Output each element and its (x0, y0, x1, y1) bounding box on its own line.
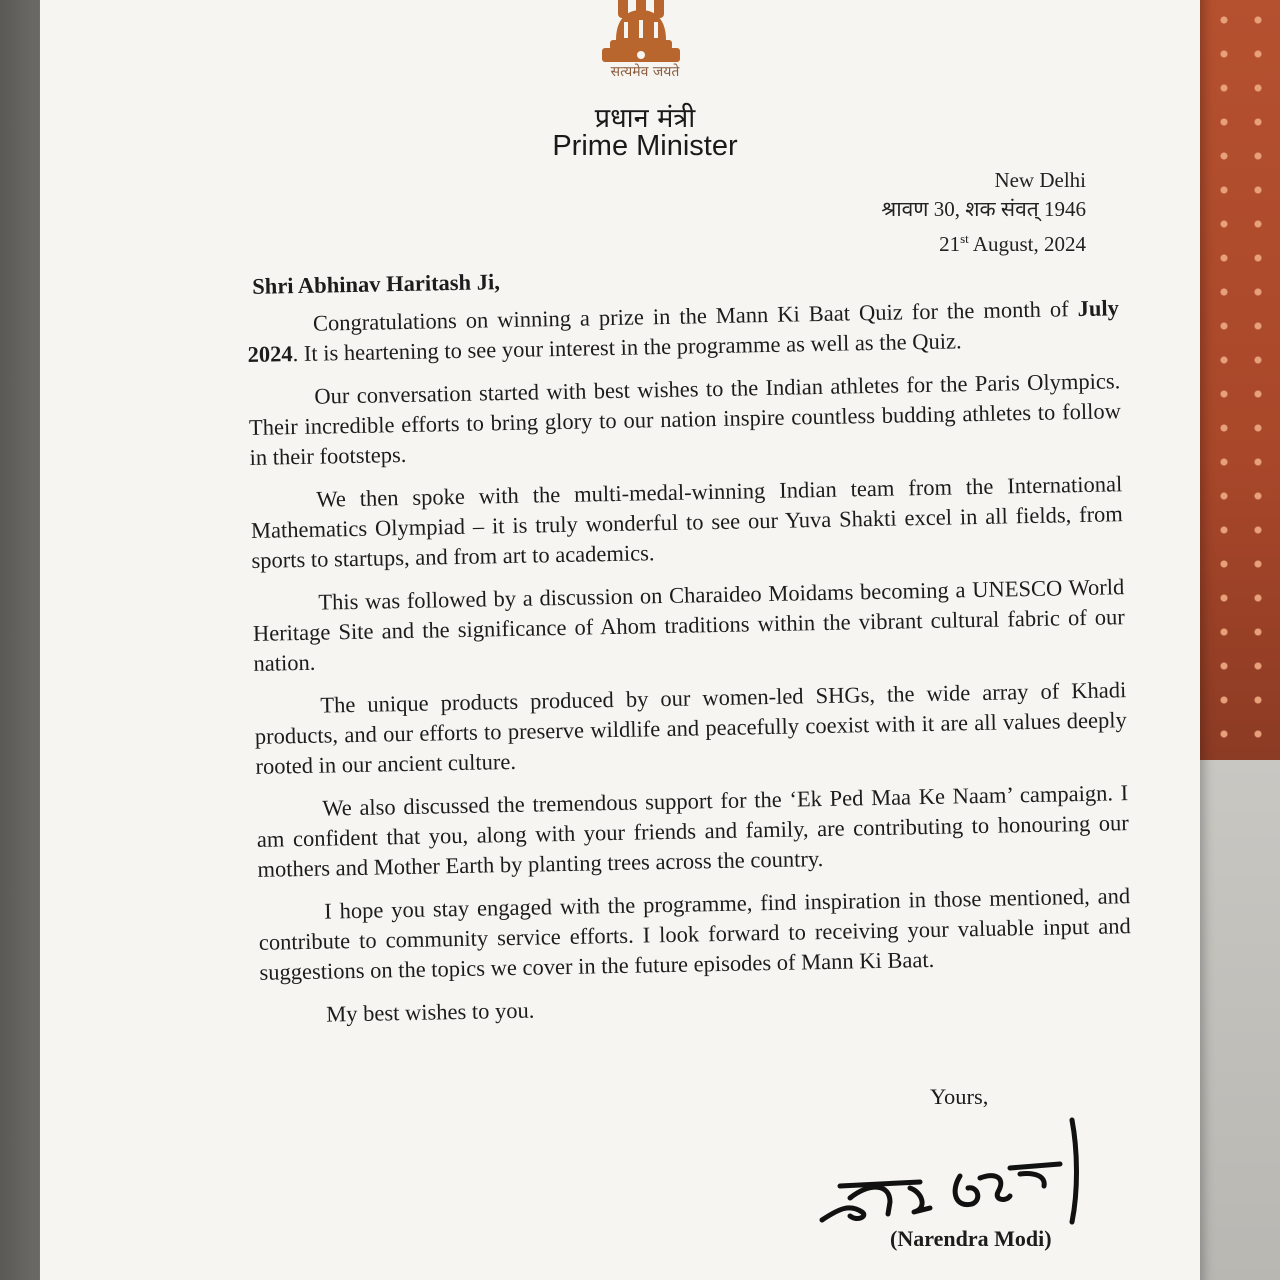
paragraph-1 (247, 293, 1120, 370)
place: New Delhi (994, 168, 1086, 192)
hindi-date: श्रावण 30, शक संवत् 1946 (881, 197, 1086, 221)
paragraph-4: This was followed by a discussion on Charaideo Moidams becoming a UNESCO World Heritage Site and the significance of Ahom traditions within the vibrant cultural fabric of our nation. (252, 574, 1126, 676)
place-date-block (740, 166, 1086, 259)
signer-name: (Narendra Modi) (890, 1226, 1052, 1251)
letter-body (246, 255, 1132, 1031)
english-date (740, 224, 1086, 259)
paragraph-7: I hope you stay engaged with the programme, find inspiration in those mentioned, and contribute to community service efforts. I look forward to receiving your valuable input and suggestions on the topics we cover in the future episodes of Mann Ki Baat. (258, 883, 1131, 985)
salutation: Shri Abhinav Haritash Ji, (252, 269, 501, 299)
date-rest: August, 2024 (968, 232, 1086, 256)
closing-line: My best wishes to you. (326, 997, 535, 1027)
table-surface (1190, 760, 1280, 1280)
paragraph-3: We then spoke with the multi-medal-winning Indian team from the International Mathematics Olympiad – it is truly wonderful to see our Yuva Shakti excel in all fields, from sports to startups, and from art to academics. (250, 471, 1124, 573)
paragraph-1-end: . It is heartening to see your interest in the programme as well as the Quiz. (292, 328, 962, 367)
emblem-motto: सत्यमेव जयते (610, 64, 680, 80)
paragraph-5: The unique products produced by our women-led SHGs, the wide array of Khadi products, and our efforts to preserve wildlife and peacefully coexist with it are all values deeply rooted in our ancient culture. (254, 677, 1127, 779)
date-day: 21 (939, 232, 961, 256)
paragraph-1-bold: July 2024 (247, 295, 1120, 367)
paragraph-6: We also discussed the tremendous support for the ‘Ek Ped Maa Ke Naam’ campaign. I am confident that you, along with your friends and family, are contributing to honouring our mothers and Mother Earth by planting trees across the country. (256, 780, 1129, 882)
paragraph-2: Our conversation started with best wishes to the Indian athletes for the Paris Olympics. Their incredible efforts to bring glory to our nation inspire countless budding athletes to follow in their footsteps. (248, 368, 1122, 470)
handwritten-signature (810, 1112, 1100, 1232)
national-emblem-icon (596, 0, 686, 70)
valediction: Yours, (930, 1084, 989, 1109)
date-suffix: st (960, 231, 969, 246)
hindi-title: प्रधान मंत्री (594, 103, 696, 134)
paragraph-1-start: Congratulations on winning a prize in the Mann Ki Baat Quiz for the month of (312, 296, 1078, 336)
page-title: Prime Minister (552, 130, 738, 162)
letter-page (40, 0, 1200, 1280)
